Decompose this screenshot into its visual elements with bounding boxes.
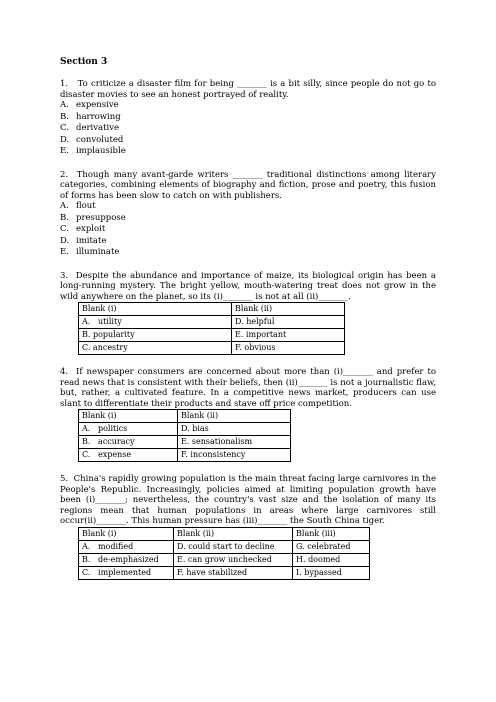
option-text: flout xyxy=(76,201,96,211)
answer-choice: D. could start to decline xyxy=(174,540,293,553)
table-header-row xyxy=(79,410,291,423)
table-row xyxy=(79,316,345,329)
option xyxy=(60,112,436,124)
question-1-stem: 1. To criticize a disaster film for being _______ is a bit silly, since people do not go to disaster movies to see an honest portrayed of reality. xyxy=(60,79,436,100)
answer-choice: A. modified xyxy=(79,540,174,553)
question-3-stem: 3. Despite the abundance and importance of maize, its biological origin has been a long-running mystery. The bright yellow, mouth-watering treat does not grow in the wild anywhere on the planet, so its (i)_______ is not at all (ii)_______. xyxy=(60,270,436,302)
answer-choice: E. can grow unchecked xyxy=(174,553,293,566)
answer-choice: H. doomed xyxy=(293,553,370,566)
option xyxy=(60,247,436,259)
option-text: harrowing xyxy=(76,111,121,122)
answer-choice: C. expense xyxy=(79,449,178,462)
answer-choice: E. important xyxy=(232,329,345,342)
section-title: Section 3 xyxy=(60,57,108,67)
question-1 xyxy=(60,79,436,158)
question-2-options xyxy=(60,201,436,259)
table-header-cell: Blank (ii) xyxy=(174,527,293,540)
table-row xyxy=(79,342,345,355)
question-4-stem: 4. If newspaper consumers are concerned about more than (i)_______ and prefer to read news that is consistent with their beliefs, then (ii)_______ is not a journalistic flaw, but, rather, a cultivated feature. In a competitive news market, producers can use slant to differentiate their products and stave off price competition. xyxy=(60,367,436,409)
option xyxy=(60,135,436,147)
option-text: illuminate xyxy=(76,247,120,257)
option xyxy=(60,146,436,158)
option-text: presuppose xyxy=(76,212,126,223)
table-header-row xyxy=(79,527,370,540)
question-3-answer-table xyxy=(78,302,345,355)
table-header-cell: Blank (ii) xyxy=(178,410,291,423)
option xyxy=(60,123,436,135)
option-letter: A. xyxy=(60,201,69,211)
table-header-cell: Blank (i) xyxy=(79,527,174,540)
question-1-options xyxy=(60,100,436,158)
answer-choice: D. helpful xyxy=(232,316,345,329)
option xyxy=(60,224,436,236)
question-3 xyxy=(60,271,436,356)
answer-choice: B. accuracy xyxy=(79,436,178,449)
option-text: expensive xyxy=(76,100,119,110)
answer-choice: F. obvious xyxy=(232,342,345,355)
table-header-cell: Blank (ii) xyxy=(232,303,345,316)
table-header-cell: Blank (iii) xyxy=(293,527,370,540)
table-row xyxy=(79,423,291,436)
answer-choice: B. popularity xyxy=(79,329,232,342)
option xyxy=(60,100,436,112)
answer-choice: I. bypassed xyxy=(293,566,370,579)
option-letter: E. xyxy=(60,247,69,257)
option-letter: A. xyxy=(60,100,69,110)
option-text: exploit xyxy=(76,224,106,234)
option-letter: B. xyxy=(60,111,69,122)
question-5 xyxy=(60,474,436,580)
question-5-stem: 5. China's rapidly growing population is the main threat facing large carnivores in the People's Republic. Increasingly, policies aimed at limiting population growth have been (i)_______; nevertheless, the country's vast size and the isolation of many its regions mean that human populations in areas where large carnivores still occur(ii)_______. This human pressure has (iii)_______ the South China tiger. xyxy=(60,474,436,526)
option-text: convoluted xyxy=(76,134,124,145)
option-letter: D. xyxy=(60,134,70,145)
table-row xyxy=(79,566,370,579)
table-header-cell: Blank (i) xyxy=(79,303,232,316)
option xyxy=(60,201,436,213)
answer-choice: F. have stabilized xyxy=(174,566,293,579)
option-letter: E. xyxy=(60,146,69,156)
option-text: derivative xyxy=(76,123,120,133)
table-row xyxy=(79,449,291,462)
answer-choice: B. de-emphasized xyxy=(79,553,174,566)
table-row xyxy=(79,540,370,553)
answer-choice: E. sensationalism xyxy=(178,436,291,449)
answer-choice: G. celebrated xyxy=(293,540,370,553)
option xyxy=(60,236,436,248)
answer-choice: F. inconsistency xyxy=(178,449,291,462)
answer-choice: A. politics xyxy=(79,423,178,436)
answer-choice: D. bias xyxy=(178,423,291,436)
option xyxy=(60,213,436,225)
document-content xyxy=(60,57,436,592)
question-2-stem: 2. Though many avant-garde writers _______ traditional distinctions among literary categories, combining elements of biography and fiction, prose and poetry, this fusion of forms has been slow to catch on with publishers. xyxy=(60,169,436,201)
option-letter: C. xyxy=(60,123,69,133)
answer-choice: C. ancestry xyxy=(79,342,232,355)
question-5-answer-table xyxy=(78,527,370,580)
option-text: imitate xyxy=(76,235,107,246)
answer-choice: C. implemented xyxy=(79,566,174,579)
option-letter: B. xyxy=(60,212,69,223)
table-row xyxy=(79,436,291,449)
question-4 xyxy=(60,367,436,462)
question-4-answer-table xyxy=(78,409,291,462)
table-header-row xyxy=(79,303,345,316)
question-2 xyxy=(60,170,436,259)
table-row xyxy=(79,553,370,566)
answer-choice: A. utility xyxy=(79,316,232,329)
option-letter: C. xyxy=(60,224,69,234)
table-row xyxy=(79,329,345,342)
option-letter: D. xyxy=(60,235,70,246)
option-text: implausible xyxy=(76,146,126,156)
table-header-cell: Blank (i) xyxy=(79,410,178,423)
